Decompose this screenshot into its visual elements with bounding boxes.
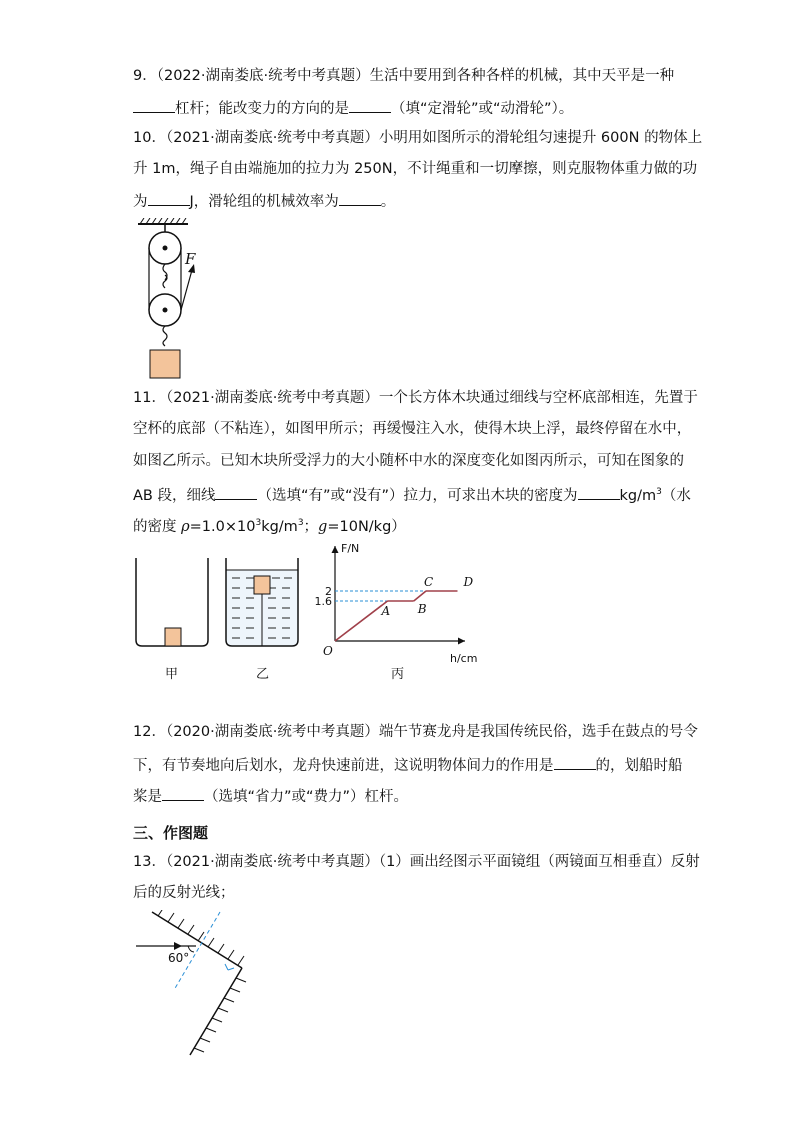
- point-label-B: B: [417, 602, 427, 616]
- q9-line2: 杠杆；能改变力的方向的是 （填“定滑轮”或“动滑轮”）。: [133, 97, 573, 119]
- mirror-2: [190, 968, 242, 1055]
- point-label-A: A: [381, 604, 391, 618]
- q9-line1: 9．（2022·湖南娄底·统考中考真题）生活中要用到各种各样的机械，其中天平是一种: [133, 68, 675, 84]
- caption-bing: 丙: [391, 667, 405, 682]
- q11-line4: AB 段，细线 （选填“有”或“没有”）拉力，可求出木块的密度为 $kg/m^3$（水: [133, 482, 691, 506]
- floating-block: [254, 576, 270, 594]
- pulley-figure: [130, 218, 220, 380]
- answer-blank[interactable]: [578, 484, 620, 500]
- q11-line3: 如图乙所示。已知木块所受浮力的大小随杯中水的深度变化如图丙所示，可知在图象的: [133, 453, 684, 469]
- wood-block: [165, 628, 181, 646]
- q11-line2: 空杯的底部（不粘连），如图甲所示；再缓慢注入水，使得木块上浮，最终停留在水中，: [133, 421, 692, 437]
- answer-blank[interactable]: [133, 97, 175, 113]
- q10-line2: 升 1m，绳子自由端施加的拉力为 250N，不计绳重和一切摩擦，则克服物体重力做的功: [133, 161, 698, 177]
- section-heading: 三、作图题: [133, 824, 209, 842]
- cup-yi-figure: [224, 556, 300, 648]
- plot-area: [315, 575, 474, 658]
- series-segment-2: [414, 591, 426, 601]
- mirror-1: [152, 912, 242, 968]
- answer-blank[interactable]: [349, 97, 391, 113]
- q10-line3: 为 J，滑轮组的机械效率为 。: [133, 190, 395, 212]
- q12-line1: 12．（2020·湖南娄底·统考中考真题）端午节赛龙舟是我国传统民俗，选手在鼓点的号令: [133, 724, 698, 740]
- q10-line1: 10．（2021·湖南娄底·统考中考真题）小明用如图所示的滑轮组匀速提升 600N 的物体上: [133, 130, 703, 146]
- q13-line1: 13．（2021·湖南娄底·统考中考真题）（1）画出经图示平面镜组（两镜面互相垂直）反射: [133, 854, 700, 870]
- answer-blank[interactable]: [162, 785, 204, 801]
- graph-bing-figure: [315, 538, 490, 668]
- answer-blank[interactable]: [339, 190, 381, 206]
- cup-jia-figure: [134, 556, 210, 648]
- q12-line2: 下，有节奏地向后划水，龙舟快速前进，这说明物体间力的作用是 的，划船时船: [133, 754, 683, 776]
- y-axis-label: F/N: [341, 542, 360, 555]
- point-label-O: O: [323, 644, 333, 658]
- q11-line5: 的密度 $\rho=1.0\times 10^3kg/m^3$；g=10N/kg）: [133, 518, 406, 535]
- weight-block: [150, 350, 180, 378]
- force-label: F: [185, 250, 196, 268]
- answer-blank[interactable]: [148, 190, 190, 206]
- q11-line1: 11．（2021·湖南娄底·统考中考真题）一个长方体木块通过细线与空杯底部相连，先置于: [133, 390, 698, 406]
- x-axis-label: h/cm: [450, 652, 478, 665]
- caption-yi: 乙: [256, 667, 270, 682]
- mirror-hatching: [158, 910, 246, 1052]
- caption-jia: 甲: [165, 667, 179, 682]
- point-label-C: C: [424, 575, 434, 589]
- angle-label: 60°: [168, 951, 190, 965]
- mirror-figure: [130, 910, 260, 1060]
- q13-line2: 后的反射光线；: [133, 885, 235, 901]
- y-tick-label: 1.6: [315, 595, 332, 608]
- series-segment-0: [335, 601, 388, 641]
- y-tick-label: 2: [325, 585, 332, 598]
- q12-line3: 桨是 （选填“省力”或“费力”）杠杆。: [133, 785, 408, 807]
- point-label-D: D: [463, 575, 474, 589]
- answer-blank[interactable]: [554, 754, 596, 770]
- answer-blank[interactable]: [215, 484, 257, 500]
